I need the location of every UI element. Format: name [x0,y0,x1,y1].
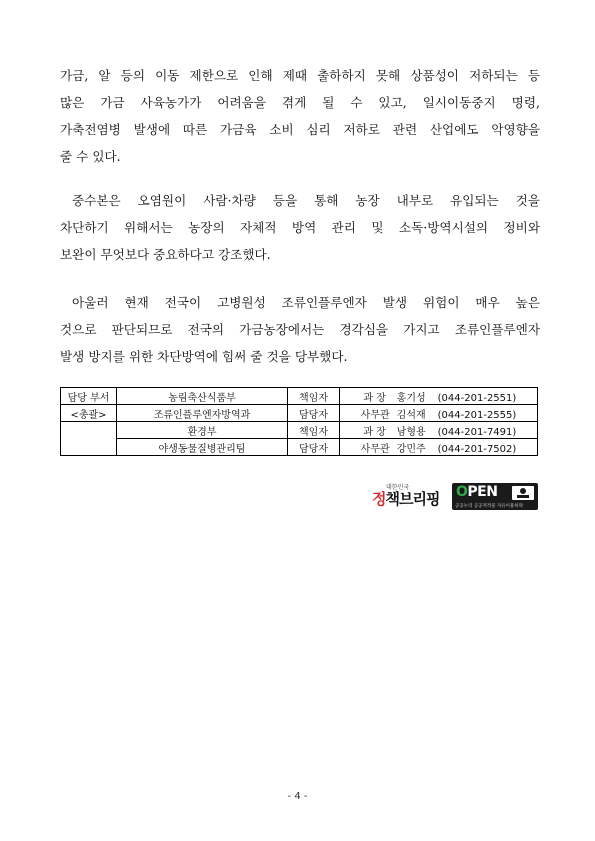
open-rest-text: PEN [467,484,498,500]
position-text: 사무관 [360,409,390,421]
contact-table [60,387,538,456]
dept-cell: 환경부 [117,422,288,439]
paragraph-line: 차단하기 위해서는 농장의 자체적 방역 관리 및 소독·방역시설의 정비와 [60,220,540,235]
paragraph-2 [60,187,540,268]
phone-number: (044-201-2555) [437,409,517,421]
page-number: - 4 - [287,791,308,802]
open-o-text: O [456,484,468,500]
person-name: 강민주 [396,443,426,455]
contact-cell [340,405,538,422]
table-row [61,388,538,405]
position-text: 과 장 [363,392,386,404]
dept-header-sub: <총괄> [61,405,117,422]
table-row [61,422,538,439]
dept-cell: 조류인플루엔자방역과 [117,405,288,422]
phone-number: (044-201-7502) [437,443,517,455]
dept-cell: 야생동물질병관리팀 [117,439,288,456]
dept-header-label: 담당 부서 [61,388,117,405]
position-text: 과 장 [363,426,386,438]
role-cell: 담당자 [288,439,340,456]
person-name: 남형용 [396,426,426,438]
person-name: 홍기성 [396,392,426,404]
paragraph-line: 가금, 알 등의 이동 제한으로 인해 제때 출하하지 못해 상품성이 저하되는 등 [60,68,540,83]
logo-main-text [372,488,439,509]
phone-number: (044-201-2551) [437,392,517,404]
paragraph-1 [60,62,540,170]
empty-cell [61,422,117,456]
role-cell: 책임자 [288,422,340,439]
logo-area [372,482,538,512]
logo-accent-text: 정 [372,490,386,508]
paragraph-line: 많은 가금 사육농가가 어려움을 겪게 될 수 있고, 일시이동중지 명령, [60,95,540,110]
phone-number: (044-201-7491) [437,426,517,438]
contact-cell [340,422,538,439]
contact-cell [340,439,538,456]
paragraph-line: 줄 수 있다. [60,149,121,164]
open-text [456,484,497,500]
role-cell: 담당자 [288,405,340,422]
role-cell: 책임자 [288,388,340,405]
open-license-logo [452,483,538,510]
table-row [61,405,538,422]
open-sub-text: 공공누리 공공저작물 자유이용허락 [455,504,524,509]
paragraph-line: 발생 방지를 위한 차단방역에 힘써 줄 것을 당부했다. [60,349,348,364]
dept-cell: 농림축산식품부 [117,388,288,405]
position-text: 사무관 [360,443,390,455]
logo-small-text: 대한민국 [386,484,410,491]
paragraph-line: 아울러 현재 전국이 고병원성 조류인플루엔자 발생 위험이 매우 높은 [72,295,540,310]
table-row [61,439,538,456]
contact-cell [340,388,538,405]
paragraph-3 [60,289,540,370]
paragraph-line: 가축전염병 발생에 따른 가금육 소비 심리 저하로 관련 산업에도 악영향을 [60,122,540,137]
license-person-icon [512,486,534,500]
person-name: 김석재 [396,409,426,421]
paragraph-line: 중수본은 오염원이 사람·차량 등을 통해 농장 내부로 유입되는 것을 [72,193,540,208]
logo-rest-text: 책브리핑 [385,490,440,508]
policy-briefing-logo [372,482,442,512]
paragraph-line: 것으로 판단되므로 전국의 가금농장에서는 경각심을 가지고 조류인플루엔자 [60,322,540,337]
paragraph-line: 보완이 무엇보다 중요하다고 강조했다. [60,247,271,262]
